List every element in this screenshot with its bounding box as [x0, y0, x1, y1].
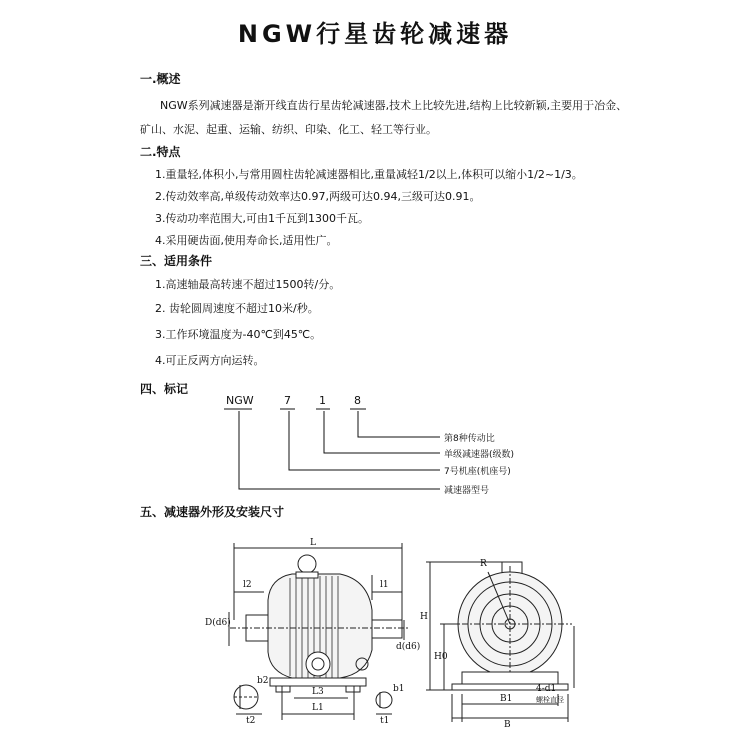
- annotation-ratio: 第8种传动比: [444, 434, 495, 444]
- dim-D: D(d6): [205, 618, 231, 628]
- dim-t2: t2: [246, 716, 256, 726]
- dim-H: H: [420, 612, 428, 622]
- overview-heading: 一.概述: [140, 72, 181, 86]
- dim-L1: L1: [312, 703, 324, 713]
- condition-item: 4.可正反两方向运转。: [155, 354, 265, 367]
- code-ratio: 8: [354, 394, 361, 407]
- dim-bolt-diameter: 螺栓直径: [536, 696, 564, 704]
- overview-line: 矿山、水泥、起重、运输、纺织、印染、化工、轻工等行业。: [140, 123, 437, 136]
- code-stage: 1: [319, 394, 326, 407]
- dim-L3: L3: [312, 687, 324, 697]
- feature-item: 2.传动效率高,单级传动效率达0.97,两级可达0.94,三级可达0.91。: [155, 190, 481, 203]
- dim-B1: B1: [500, 694, 513, 704]
- dim-H0: H0: [434, 652, 448, 662]
- dim-b1: b1: [393, 684, 405, 694]
- feature-item: 4.采用硬齿面,使用寿命长,适用性广。: [155, 234, 338, 247]
- page-title: NGW行星齿轮减速器: [237, 20, 513, 48]
- feature-item: 3.传动功率范围大,可由1千瓦到1300千瓦。: [155, 212, 369, 225]
- dim-t1: t1: [380, 716, 390, 726]
- features-heading: 二.特点: [140, 145, 181, 159]
- dim-R: R: [480, 559, 487, 569]
- conditions-heading: 三、适用条件: [140, 254, 213, 268]
- dim-d: d(d6): [396, 642, 421, 652]
- dim-l2: l2: [243, 580, 252, 590]
- marking-heading: 四、标记: [140, 382, 189, 396]
- dim-4d1: 4-d1: [536, 684, 557, 694]
- annotation-stage: 单级减速器(级数): [444, 450, 515, 460]
- code-frame: 7: [284, 394, 291, 407]
- dimensions-heading: 五、减速器外形及安装尺寸: [140, 505, 285, 519]
- condition-item: 2. 齿轮圆周速度不超过10米/秒。: [155, 302, 319, 315]
- dim-B: B: [504, 720, 511, 730]
- feature-item: 1.重量轻,体积小,与常用圆柱齿轮减速器相比,重量减轻1/2以上,体积可以缩小1/2~1/3。: [155, 168, 583, 181]
- code-ngw: NGW: [226, 394, 254, 407]
- annotation-model: 减速器型号: [444, 486, 490, 496]
- dim-L: L: [310, 538, 316, 548]
- dim-b2: b2: [257, 676, 269, 686]
- condition-item: 3.工作环境温度为-40℃到45℃。: [155, 328, 322, 341]
- dim-l1: l1: [380, 580, 389, 590]
- annotation-frame: 7号机座(机座号): [444, 467, 511, 477]
- condition-item: 1.高速轴最高转速不超过1500转/分。: [155, 278, 341, 291]
- overview-line: NGW系列减速器是渐开线直齿行星齿轮减速器,技术上比较先进,结构上比较新颖,主要用于冶金、: [160, 99, 628, 112]
